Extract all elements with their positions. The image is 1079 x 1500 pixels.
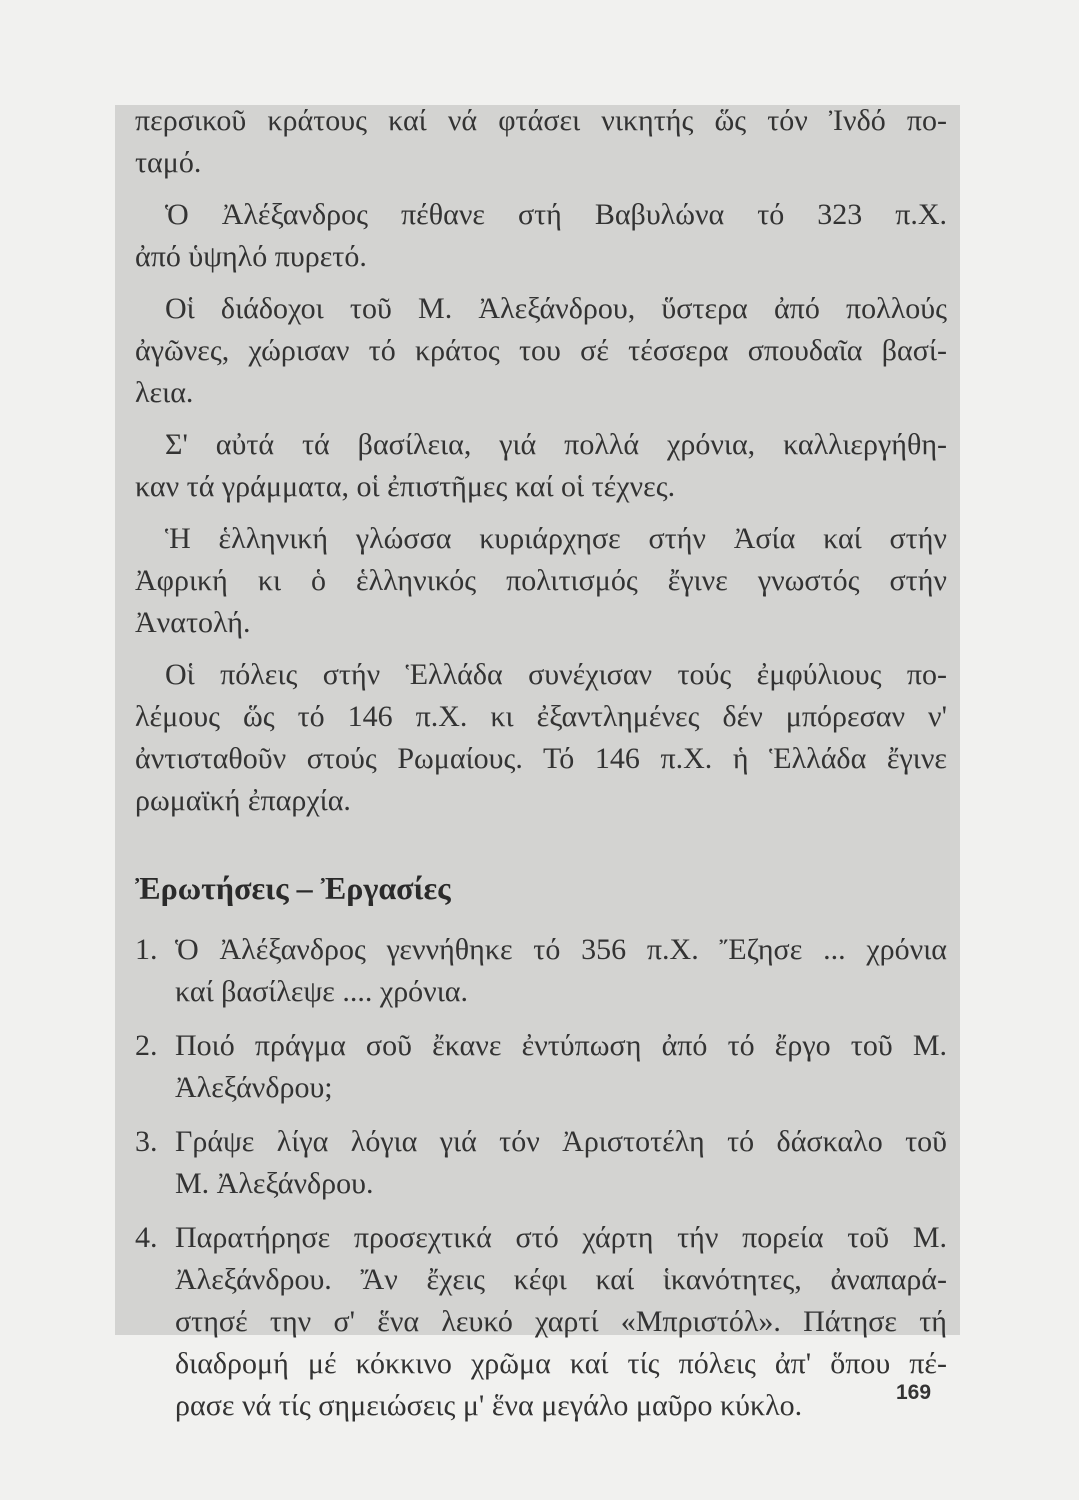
- text-line: ἀγῶνες, χώρισαν τό κράτος του σέ τέσσερα σπουδαῖα βασί-: [135, 334, 947, 367]
- text-line: καν τά γράμματα, οἱ ἐπιστῆμες καί οἱ τέχνες.: [135, 470, 676, 503]
- text-line: περσικοῦ κράτους καί νά φτάσει νικητής ὥς τόν Ἰνδό πο-: [135, 104, 947, 137]
- text-line: ἀντισταθοῦν στούς Ρωμαίους. Τό 146 π.Χ. ἡ Ἑλλάδα ἔγινε: [135, 742, 947, 775]
- text-line: Ποιό πράγμα σοῦ ἔκανε ἐντύπωση ἀπό τό ἔργο τοῦ Μ.: [175, 1029, 947, 1062]
- questions-heading: Ἐρωτήσεις – Ἐργασίες: [135, 870, 451, 906]
- question-number: 3.: [135, 1125, 158, 1158]
- text-line: Ἀλεξάνδρου. Ἄν ἔχεις κέφι καί ἱκανότητες, ἀναπαρά-: [175, 1263, 947, 1296]
- text-line: Ἀνατολή.: [135, 606, 251, 639]
- question-item: [135, 1025, 947, 1109]
- text-line: Ὁ Ἀλέξανδρος πέθανε στή Βαβυλώνα τό 323 π.Χ.: [165, 198, 947, 231]
- text-line: ταμό.: [135, 146, 202, 179]
- text-line: Ἀφρική κι ὁ ἑλληνικός πολιτισμός ἔγινε γνωστός στήν: [135, 564, 947, 597]
- page-number: 169: [896, 1381, 932, 1404]
- text-line: καί βασίλεψε .... χρόνια.: [175, 975, 469, 1008]
- question-item: [135, 1217, 947, 1427]
- text-line: λέμους ὥς τό 146 π.Χ. κι ἐξαντλημένες δέν μπόρεσαν ν': [135, 700, 947, 733]
- text-line: Οἱ διάδοχοι τοῦ Μ. Ἀλεξάνδρου, ὕστερα ἀπό πολλούς: [165, 292, 947, 325]
- paragraph: [135, 288, 947, 414]
- text-line: Οἱ πόλεις στήν Ἑλλάδα συνέχισαν τούς ἐμφύλιους πο-: [165, 658, 947, 691]
- text-line: ρασε νά τίς σημειώσεις μ' ἕνα μεγάλο μαῦρο κύκλο.: [175, 1389, 803, 1422]
- paragraph: [135, 518, 947, 644]
- question-number: 2.: [135, 1029, 158, 1062]
- text-line: λεια.: [135, 376, 194, 409]
- question-number: 4.: [135, 1221, 158, 1254]
- question-item: [135, 929, 947, 1013]
- text-line: ρωμαϊκή ἐπαρχία.: [135, 784, 351, 817]
- paragraph: [135, 654, 947, 822]
- text-line: Σ' αὐτά τά βασίλεια, γιά πολλά χρόνια, καλλιεργήθη-: [165, 428, 947, 461]
- text-line: Μ. Ἀλεξάνδρου.: [175, 1167, 374, 1200]
- text-line: Ὁ Ἀλέξανδρος γεννήθηκε τό 356 π.Χ. Ἔζησε ... χρόνια: [175, 933, 947, 966]
- text-line: Γράψε λίγα λόγια γιά τόν Ἀριστοτέλη τό δάσκαλο τοῦ: [175, 1125, 947, 1158]
- question-number: 1.: [135, 933, 158, 966]
- text-line: Ἡ ἑλληνική γλώσσα κυριάρχησε στήν Ἀσία καί στήν: [165, 522, 947, 555]
- text-line: ἀπό ὑψηλό πυρετό.: [135, 240, 367, 273]
- text-line: στησέ την σ' ἕνα λευκό χαρτί «Μπριστόλ». Πάτησε τή: [175, 1305, 947, 1338]
- page-text: [135, 100, 947, 1439]
- paragraph: [135, 424, 947, 508]
- paragraph: [135, 100, 947, 184]
- text-line: διαδρομή μέ κόκκινο χρῶμα καί τίς πόλεις ἀπ' ὅπου πέ-: [175, 1347, 947, 1380]
- text-line: Ἀλεξάνδρου;: [175, 1071, 333, 1104]
- text-line: Παρατήρησε προσεχτικά στό χάρτη τήν πορεία τοῦ Μ.: [175, 1221, 947, 1254]
- paragraph: [135, 194, 947, 278]
- question-item: [135, 1121, 947, 1205]
